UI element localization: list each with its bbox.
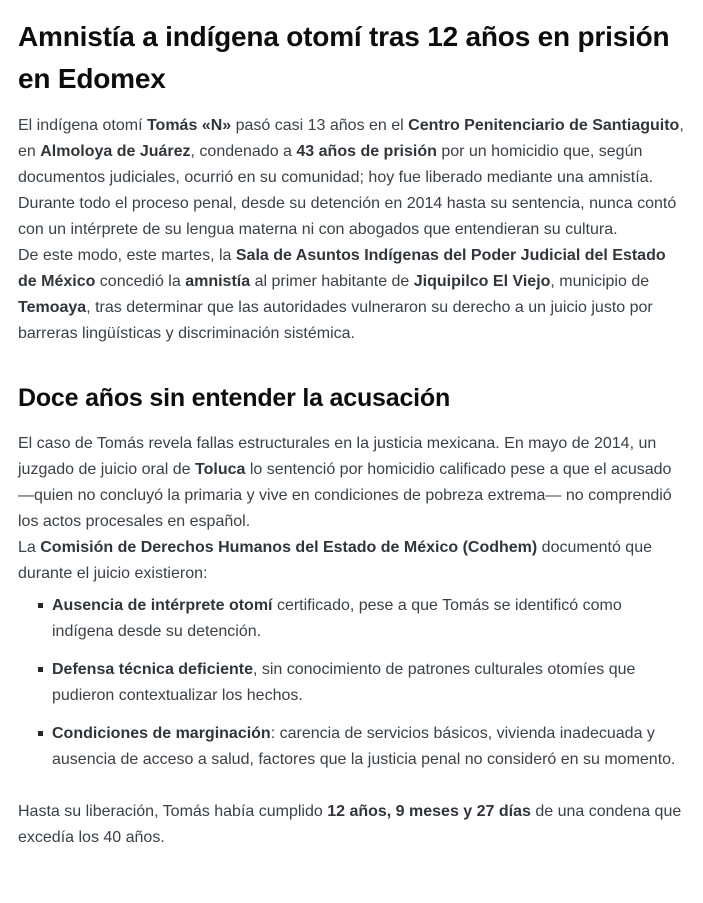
bold-text: Toluca xyxy=(195,461,246,478)
case-paragraph xyxy=(18,431,685,535)
bold-text: Jiquipilco El Viejo xyxy=(413,273,551,290)
text: pasó casi 13 años en el xyxy=(231,117,409,134)
text: concedió la xyxy=(95,273,186,290)
section-heading: Doce años sin entender la acusación xyxy=(18,384,451,412)
text: certificado, pese a que Tomás se identificó como indígena desde su detención. xyxy=(52,597,622,640)
bold-text: Condiciones de marginación xyxy=(52,725,271,742)
bold-text: Centro Penitenciario de Santiaguito xyxy=(408,117,680,134)
bold-text: Ausencia de intérprete otomí xyxy=(52,597,273,614)
list-item-interpreter xyxy=(18,593,685,645)
text: La xyxy=(18,539,41,556)
text: , tras determinar que las autoridades vulneraron su derecho a un juicio justo por barreras lingüísticas y discriminación sistémica. xyxy=(18,299,653,342)
text: por un homicidio que, según documentos judiciales, ocurrió en su comunidad; hoy fue liberado mediante una amnistía. Durante todo el proceso penal, desde su detención en 2014 hasta su sentencia, nunca contó con un intérprete de su lengua materna ni con abogados que entendieran su cultura. xyxy=(18,143,677,238)
bold-text: Almoloya de Juárez xyxy=(40,143,191,160)
text: Hasta su liberación, Tomás había cumplido xyxy=(18,803,328,820)
article-title: Amnistía a indígena otomí tras 12 años en prisión en Edomex xyxy=(18,21,670,94)
text: , condenado a xyxy=(190,143,297,160)
text: documentó que durante el juicio existieron: xyxy=(18,539,652,582)
text: El caso de Tomás revela fallas estructurales en la justicia mexicana. En mayo de 2014, un juzgado de juicio oral de xyxy=(18,435,657,478)
text: El indígena otomí xyxy=(18,117,147,134)
bold-text: Defensa técnica deficiente xyxy=(52,661,253,678)
closing-paragraph xyxy=(18,799,685,851)
findings-list xyxy=(18,593,685,773)
codhem-paragraph xyxy=(18,535,685,587)
text: : carencia de servicios básicos, vivienda inadecuada y ausencia de acceso a salud, factores que la justicia penal no consideró en su momento. xyxy=(52,725,676,768)
bold-text: 43 años de prisión xyxy=(296,143,437,160)
bold-text: Comisión de Derechos Humanos del Estado de México (Codhem) xyxy=(40,539,538,556)
intro-paragraph xyxy=(18,113,685,243)
bold-text: Temoaya xyxy=(18,299,87,316)
text: De este modo, este martes, la xyxy=(18,247,236,264)
bold-text: amnistía xyxy=(185,273,251,290)
bold-text: Tomás «N» xyxy=(146,117,232,134)
text: , municipio de xyxy=(550,273,650,290)
bold-text: 12 años, 9 meses y 27 días xyxy=(327,803,531,820)
list-item-defense xyxy=(18,657,685,709)
amnesty-paragraph xyxy=(18,243,685,347)
bold-text: Sala de Asuntos Indígenas del Poder Judicial del Estado de México xyxy=(18,247,666,290)
text: al primer habitante de xyxy=(250,273,414,290)
text: lo sentenció por homicidio calificado pese a que el acusado —quien no concluyó la primaria y vive en condiciones de pobreza extrema— no comprendió los actos procesales en español. xyxy=(18,461,672,530)
list-item-marginalization xyxy=(18,721,685,773)
text: , en xyxy=(18,117,684,160)
text: , sin conocimiento de patrones culturales otomíes que pudieron contextualizar los hechos. xyxy=(52,661,636,704)
text: de una condena que excedía los 40 años. xyxy=(18,803,682,846)
